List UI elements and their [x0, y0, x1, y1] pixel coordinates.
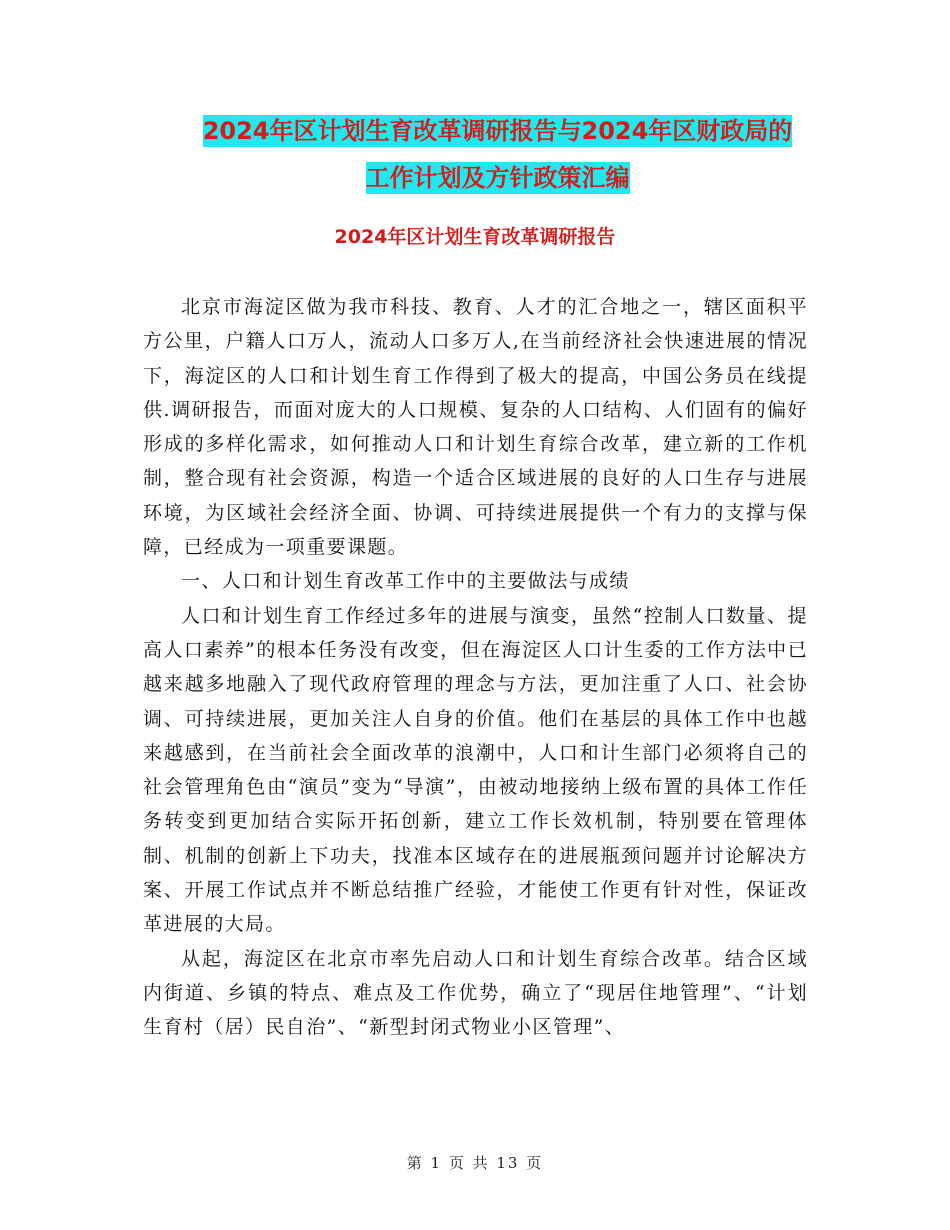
- paragraph: 人口和计划生育工作经过多年的进展与演变，虽然“控制人口数量、提高人口素养”的根本任务没有改变，但在海淀区人口计生委的工作方法中已越来越多地融入了现代政府管理的理念与方法，更加注重了人口、社会协调、可持续进展，更加关注人自身的价值。他们在基层的具体工作中也越来越感到，在当前社会全面改革的浪潮中，人口和计生部门必须将自己的社会管理角色由“演员”变为“导演”，由被动地接纳上级布置的具体工作任务转变到更加结合实际开拓创新，建立工作长效机制，特别要在管理体制、机制的创新上下功夫，找准本区域存在的进展瓶颈问题并讨论解决方案、开展工作试点并不断总结推广经验，才能使工作更有针对性，保证改革进展的大局。: [143, 604, 808, 936]
- document-title: [140, 108, 855, 202]
- document-title-line2: 工作计划及方针政策汇编: [365, 164, 630, 192]
- body-text: [143, 290, 808, 1045]
- document-title-line1: 2024年区计划生育改革调研报告与2024年区财政局的: [202, 117, 793, 145]
- section-title: 2024年区计划生育改革调研报告: [334, 226, 616, 248]
- paragraph: 北京市海淀区做为我市科技、教育、人才的汇合地之一，辖区面积平方公里，户籍人口万人，流动人口多万人,在当前经济社会快速进展的情况下，海淀区的人口和计划生育工作得到了极大的提高，中国公务员在线提供.调研报告，而面对庞大的人口规模、复杂的人口结构、人们固有的偏好形成的多样化需求，如何推动人口和计划生育综合改革，建立新的工作机制，整合现有社会资源，构造一个适合区域进展的良好的人口生存与进展环境，为区域社会经济全面、协调、可持续进展提供一个有力的支撑与保障，已经成为一项重要课题。: [143, 296, 808, 559]
- paragraph: 从起，海淀区在北京市率先启动人口和计划生育综合改革。结合区域内街道、乡镇的特点、难点及工作优势，确立了“现居住地管理”、“计划生育村（居）民自治”、“新型封闭式物业小区管理”、: [143, 947, 808, 1039]
- paragraph-heading: 一、人口和计划生育改革工作中的主要做法与成绩: [181, 570, 630, 593]
- page-footer: 第 1 页 共 13 页: [406, 1154, 544, 1172]
